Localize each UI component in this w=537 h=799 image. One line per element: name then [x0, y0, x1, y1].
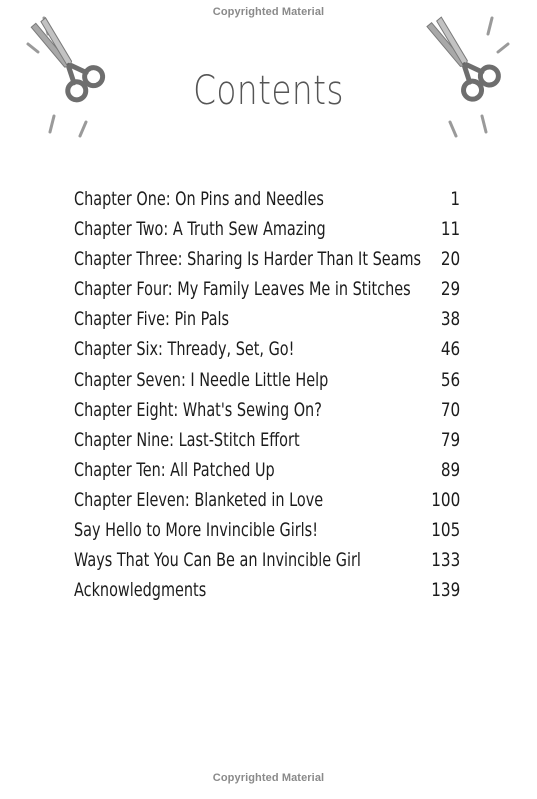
toc-entry	[74, 365, 460, 395]
toc-entry-title: Chapter Eleven: Blanketed in Love	[74, 488, 324, 511]
toc-entry-page-number: 56	[440, 368, 460, 391]
toc-entry-title: Chapter Two: A Truth Sew Amazing	[74, 218, 326, 241]
toc-entry	[74, 515, 460, 545]
toc-entry-page-number: 46	[440, 338, 460, 361]
toc-entry	[74, 304, 460, 334]
toc-entry-title: Ways That You Can Be an Invincible Girl	[74, 549, 361, 572]
toc-entry-page-number: 29	[440, 278, 460, 301]
toc-entry-title: Chapter Three: Sharing Is Harder Than It Seams	[74, 248, 422, 271]
toc-entry	[74, 545, 460, 575]
toc-entry-page-number: 133	[430, 549, 460, 572]
toc-entry-page-number: 105	[430, 519, 460, 542]
toc-entry-page-number: 79	[440, 428, 460, 451]
toc-entry	[74, 575, 460, 605]
toc-entry-page-number: 20	[440, 248, 460, 271]
toc-entry-title: Acknowledgments	[74, 579, 207, 602]
toc-entry-page-number: 100	[430, 488, 460, 511]
toc-entry-title: Chapter Four: My Family Leaves Me in Stitches	[74, 278, 411, 301]
toc-entry	[74, 455, 460, 485]
toc-entry	[74, 214, 460, 244]
toc-entry-title: Chapter Six: Thready, Set, Go!	[74, 338, 295, 361]
toc-entry-page-number: 89	[440, 458, 460, 481]
toc-entry-title: Chapter Nine: Last-Stitch Effort	[74, 428, 300, 451]
toc-entry-title: Chapter Five: Pin Pals	[74, 308, 230, 331]
toc-entry-page-number: 1	[450, 188, 460, 210]
toc-entry	[74, 334, 460, 364]
toc-entry	[74, 184, 460, 214]
toc-entry-page-number: 70	[440, 398, 460, 421]
table-of-contents	[74, 184, 460, 605]
copyright-watermark-bottom: Copyrighted Material	[212, 772, 325, 784]
toc-entry-title: Chapter Ten: All Patched Up	[74, 458, 275, 481]
toc-entry-title: Chapter Seven: I Needle Little Help	[74, 368, 329, 391]
toc-entry	[74, 274, 460, 304]
toc-entry-page-number: 11	[440, 218, 460, 241]
toc-entry	[74, 395, 460, 425]
toc-entry-title: Chapter One: On Pins and Needles	[74, 188, 324, 210]
toc-entry	[74, 244, 460, 274]
toc-entry-page-number: 38	[440, 308, 460, 331]
copyright-watermark-top: Copyrighted Material	[212, 6, 325, 18]
page-title: Contents	[193, 68, 344, 114]
toc-entry	[74, 425, 460, 455]
toc-entry-page-number: 139	[430, 579, 460, 602]
toc-entry-title: Chapter Eight: What's Sewing On?	[74, 398, 322, 421]
toc-entry	[74, 485, 460, 515]
toc-entry-title: Say Hello to More Invincible Girls!	[74, 519, 319, 542]
